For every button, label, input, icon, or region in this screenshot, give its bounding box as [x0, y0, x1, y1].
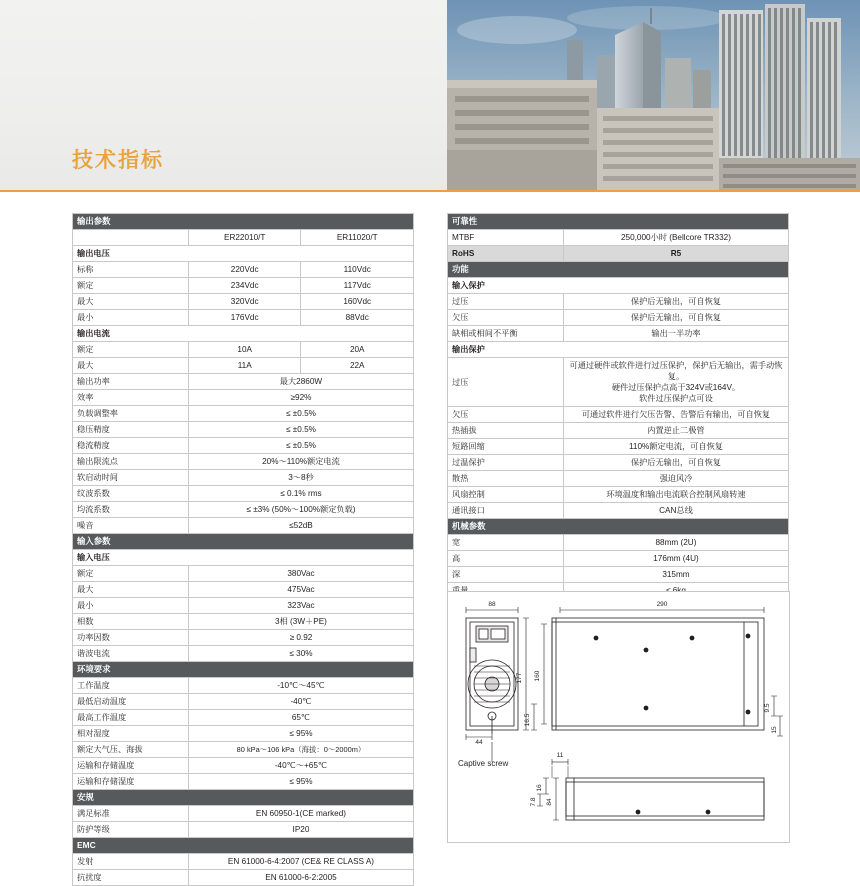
row-label: 最大: [73, 294, 189, 310]
table-row: [448, 407, 789, 423]
row-value: ≤ 30%: [188, 646, 413, 662]
row-value: 80 kPa～106 kPa（海拔：0～2000m）: [188, 742, 413, 758]
table-row: [73, 614, 414, 630]
row-label: 功率因数: [73, 630, 189, 646]
section-title: 可靠性: [448, 214, 789, 230]
subsection-row: [73, 246, 414, 262]
row-value: 保护后无输出，可自恢复: [563, 455, 788, 471]
row-value: ≤ ±0.5%: [188, 422, 413, 438]
dim-right-a: 9.5: [764, 703, 771, 713]
col-model-1: ER22010/T: [188, 230, 301, 246]
section-header: [73, 838, 414, 854]
subsection-row: [73, 326, 414, 342]
row-value: 保护后无输出，可自恢复: [563, 294, 788, 310]
section-title: EMC: [73, 838, 414, 854]
subsection-title: 输入电压: [73, 550, 414, 566]
row-label: 输出功率: [73, 374, 189, 390]
col-blank: [73, 230, 189, 246]
row-value: 环境温度和输出电流联合控制风扇转速: [563, 487, 788, 503]
row-label: 噪音: [73, 518, 189, 534]
row-value: 保护后无输出，可自恢复: [563, 310, 788, 326]
row-value: ≤52dB: [188, 518, 413, 534]
row-value: 22A: [301, 358, 414, 374]
mechanical-drawing-box: [447, 591, 790, 843]
row-value: EN 60950-1(CE marked): [188, 806, 413, 822]
row-value: 10A: [188, 342, 301, 358]
dim-top-small: 11: [556, 752, 564, 759]
row-value: 234Vdc: [188, 278, 301, 294]
row-label: 工作温度: [73, 678, 189, 694]
row-value: 176Vdc: [188, 310, 301, 326]
row-label: 额定: [73, 342, 189, 358]
row-value: 117Vdc: [301, 278, 414, 294]
section-header: [448, 262, 789, 278]
table-row: [73, 358, 414, 374]
captive-screw-caption: Captive screw: [458, 759, 509, 768]
row-label: 欠压: [448, 407, 564, 423]
row-value: ≤ 0.1% rms: [188, 486, 413, 502]
row-value: ≤ ±0.5%: [188, 406, 413, 422]
table-row: [448, 551, 789, 567]
row-label: 输出限流点: [73, 454, 189, 470]
subsection-row: [448, 342, 789, 358]
row-label: 相数: [73, 614, 189, 630]
table-row: [73, 502, 414, 518]
row-value: 110%额定电流，可自恢复: [563, 439, 788, 455]
table-row: [73, 278, 414, 294]
row-label: 最大: [73, 358, 189, 374]
row-label: 均流系数: [73, 502, 189, 518]
dim-front-height: 177: [516, 672, 523, 684]
row-label: 欠压: [448, 310, 564, 326]
row-label: 软启动时间: [73, 470, 189, 486]
row-label: 负载调整率: [73, 406, 189, 422]
table-row: [73, 566, 414, 582]
subsection-row: [73, 550, 414, 566]
table-row: [73, 758, 414, 774]
row-label: 额定大气压、海拔: [73, 742, 189, 758]
row-label: 过温保护: [448, 455, 564, 471]
row-label: 运输和存储温度: [73, 758, 189, 774]
row-value: EN 61000-6-2:2005: [188, 870, 413, 886]
row-value: 176mm (4U): [563, 551, 788, 567]
page-title: 技术指标: [72, 149, 164, 172]
row-value: CAN总线: [563, 503, 788, 519]
row-label: 标称: [73, 262, 189, 278]
row-value: ≤ 95%: [188, 726, 413, 742]
dim-bottom-h: 16: [536, 784, 543, 792]
row-label: 风扇控制: [448, 487, 564, 503]
table-header-row: [73, 230, 414, 246]
section-title: 环境要求: [73, 662, 414, 678]
row-label: 通讯接口: [448, 503, 564, 519]
row-value: ≥92%: [188, 390, 413, 406]
row-label: 相对湿度: [73, 726, 189, 742]
subsection-title: 输出电压: [73, 246, 414, 262]
table-row: [73, 310, 414, 326]
row-label: 额定: [73, 278, 189, 294]
table-row: [73, 518, 414, 534]
row-value: 88Vdc: [301, 310, 414, 326]
table-row: [73, 486, 414, 502]
row-label: RoHS: [448, 246, 564, 262]
table-row: [448, 358, 789, 407]
dim-inner-height: 160: [534, 670, 541, 682]
table-row: [448, 455, 789, 471]
row-value: 3～8秒: [188, 470, 413, 486]
row-label: MTBF: [448, 230, 564, 246]
section-title: 机械参数: [448, 519, 789, 535]
dim-front-width: 88: [488, 601, 496, 608]
row-value: 20%～110%额定电流: [188, 454, 413, 470]
section-header: [448, 214, 789, 230]
row-value: 475Vac: [188, 582, 413, 598]
row-value: 可通过硬件或软件进行过压保护，保护后无输出，需手动恢复。 硬件过压保护点高于324V或164V。 软件过压保护点可设: [563, 358, 788, 407]
left-specs-column: [72, 213, 414, 886]
table-row: [448, 423, 789, 439]
section-header: [73, 790, 414, 806]
row-label: 最小: [73, 598, 189, 614]
row-value: IP20: [188, 822, 413, 838]
table-row: [73, 806, 414, 822]
row-value: 可通过软件进行欠压告警、告警后有输出，可自恢复: [563, 407, 788, 423]
row-value: ≤ ±0.5%: [188, 438, 413, 454]
table-row: [73, 262, 414, 278]
row-label: 纹波系数: [73, 486, 189, 502]
subsection-row: [448, 278, 789, 294]
row-label: 最小: [73, 310, 189, 326]
row-value: -40℃～+65℃: [188, 758, 413, 774]
row-label: 满足标准: [73, 806, 189, 822]
row-label: 运输和存储湿度: [73, 774, 189, 790]
row-label: 散热: [448, 471, 564, 487]
section-header: [448, 519, 789, 535]
row-label: 过压: [448, 358, 564, 407]
subsection-title: 输出保护: [448, 342, 789, 358]
dim-right-b: 15: [771, 726, 778, 734]
table-row: [73, 774, 414, 790]
table-row: [73, 870, 414, 886]
dim-side-length: 290: [656, 601, 668, 608]
table-row: [448, 439, 789, 455]
table-row: [73, 294, 414, 310]
table-row: [73, 630, 414, 646]
row-label: 防护等级: [73, 822, 189, 838]
row-label: 稳流精度: [73, 438, 189, 454]
row-value: 323Vac: [188, 598, 413, 614]
table-row: [73, 374, 414, 390]
subsection-title: 输入保护: [448, 278, 789, 294]
table-output-parameters: [72, 213, 414, 886]
section-title: 输入参数: [73, 534, 414, 550]
section-title: 功能: [448, 262, 789, 278]
row-label: 短路回缩: [448, 439, 564, 455]
row-value: 320Vdc: [188, 294, 301, 310]
dim-foot: 44: [475, 739, 483, 746]
table-row: [448, 487, 789, 503]
row-label: 热插拔: [448, 423, 564, 439]
subsection-title: 输出电流: [73, 326, 414, 342]
table-row: [73, 406, 414, 422]
row-value: 88mm (2U): [563, 535, 788, 551]
row-label: 宽: [448, 535, 564, 551]
table-row: [73, 454, 414, 470]
row-label: 最大: [73, 582, 189, 598]
row-value: 最大2860W: [188, 374, 413, 390]
table-row: [73, 822, 414, 838]
table-row: [448, 471, 789, 487]
table-row: [73, 582, 414, 598]
table-row: [73, 390, 414, 406]
table-row: [73, 438, 414, 454]
row-label: 谐波电流: [73, 646, 189, 662]
table-row: [73, 726, 414, 742]
table-row: [448, 535, 789, 551]
row-value: 20A: [301, 342, 414, 358]
table-row: [448, 567, 789, 583]
row-value: 380Vac: [188, 566, 413, 582]
row-label: 缺相或相间不平衡: [448, 326, 564, 342]
table-row-highlight: [448, 246, 789, 262]
row-label: 最高工作温度: [73, 710, 189, 726]
table-row: [73, 742, 414, 758]
row-value: 315mm: [563, 567, 788, 583]
table-row: [73, 598, 414, 614]
section-header: [73, 214, 414, 230]
row-value: 强迫风冷: [563, 471, 788, 487]
mechanical-drawing-svg: [448, 592, 789, 842]
header-accent-rule: [0, 190, 860, 192]
table-reliability-function-mechanical: [447, 213, 789, 599]
dim-small-a: 16.5: [524, 713, 531, 727]
row-label: 过压: [448, 294, 564, 310]
row-value: 220Vdc: [188, 262, 301, 278]
row-label: 发射: [73, 854, 189, 870]
row-value: 160Vdc: [301, 294, 414, 310]
row-value: 65℃: [188, 710, 413, 726]
row-label: 深: [448, 567, 564, 583]
table-row: [73, 854, 414, 870]
row-value: 250,000小时 (Bellcore TR332): [563, 230, 788, 246]
row-value: -40℃: [188, 694, 413, 710]
row-label: 额定: [73, 566, 189, 582]
dim-bottom-w: 84: [546, 798, 553, 806]
row-value: 3相 (3W＋PE): [188, 614, 413, 630]
row-value: 110Vdc: [301, 262, 414, 278]
row-value: 输出一半功率: [563, 326, 788, 342]
table-row: [73, 342, 414, 358]
table-row: [73, 422, 414, 438]
section-title: 安规: [73, 790, 414, 806]
row-value: ≤ ±3% (50%～100%额定负载): [188, 502, 413, 518]
col-model-2: ER11020/T: [301, 230, 414, 246]
row-value: EN 61000-6-4:2007 (CE& RE CLASS A): [188, 854, 413, 870]
section-header: [73, 534, 414, 550]
table-row: [73, 646, 414, 662]
row-value: ≤ 95%: [188, 774, 413, 790]
table-row: [73, 710, 414, 726]
table-row: [448, 230, 789, 246]
dim-bottom-h2: 7.8: [530, 797, 537, 807]
photo-svg: [447, 0, 860, 190]
row-label: 稳压精度: [73, 422, 189, 438]
table-row: [448, 294, 789, 310]
right-specs-column: [447, 213, 789, 599]
table-row: [448, 326, 789, 342]
row-value: R5: [563, 246, 788, 262]
section-header: [73, 662, 414, 678]
table-row: [73, 694, 414, 710]
table-row: [448, 503, 789, 519]
table-row: [73, 470, 414, 486]
table-row: [73, 678, 414, 694]
row-value: -10℃～45℃: [188, 678, 413, 694]
row-label: 效率: [73, 390, 189, 406]
row-value: 11A: [188, 358, 301, 374]
row-label: 高: [448, 551, 564, 567]
row-label: 最低启动温度: [73, 694, 189, 710]
row-value: ≥ 0.92: [188, 630, 413, 646]
city-skyline-photo: [447, 0, 860, 190]
table-row: [448, 310, 789, 326]
row-label: 抗扰度: [73, 870, 189, 886]
section-title: 输出参数: [73, 214, 414, 230]
row-value: 内置逆止二极管: [563, 423, 788, 439]
